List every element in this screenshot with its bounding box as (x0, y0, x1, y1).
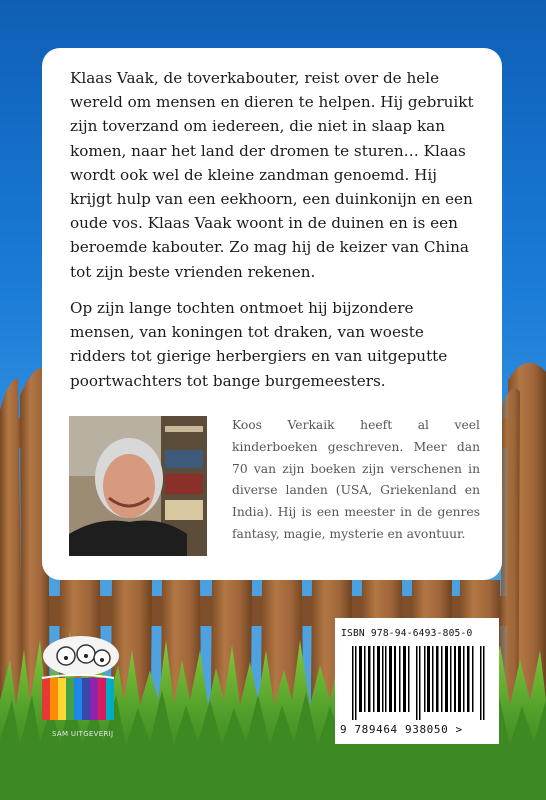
blurb-paragraph-1: Klaas Vaak, de toverkabouter, reist over de hele wereld om mensen en dieren te helpen. Hij gebruikt zijn toverzand om iedereen, die niet in slaap kan komen, naar het land der dromen te sturen… Klaas wordt ook wel de kleine zandman genoemd. Hij krijgt hulp van een eekhoorn, een duinkonijn en een oude vos. Klaas Vaak woont in de duinen en is een beroemde kabouter. Zo mag hij de keizer van China tot zijn beste vrienden rekenen. (70, 69, 474, 281)
blurb-paragraph-2: Op zijn lange tochten ontmoet hij bijzondere mensen, van koningen tot draken, van woeste ridders tot gierige herbergiers en van uitgeputte poortwachters tot bange burgemeesters. (70, 299, 448, 390)
publisher-logo (36, 632, 126, 728)
publisher-name: SAM UITGEVERIJ (52, 730, 114, 738)
author-photo (69, 416, 207, 556)
author-bio: Koos Verkaik heeft al veel kinderboeken geschreven. Meer dan 70 van zijn boeken zijn verschenen in diverse landen (USA, Griekenland en India). Hij is een meester in de genres fantasy, magie, mysterie en avontuur. (232, 418, 480, 541)
isbn-label: ISBN 978-94-6493-805-0 (341, 628, 473, 639)
barcode-number: 9 789464 938050 > (340, 723, 463, 736)
barcode-bars (352, 646, 488, 720)
